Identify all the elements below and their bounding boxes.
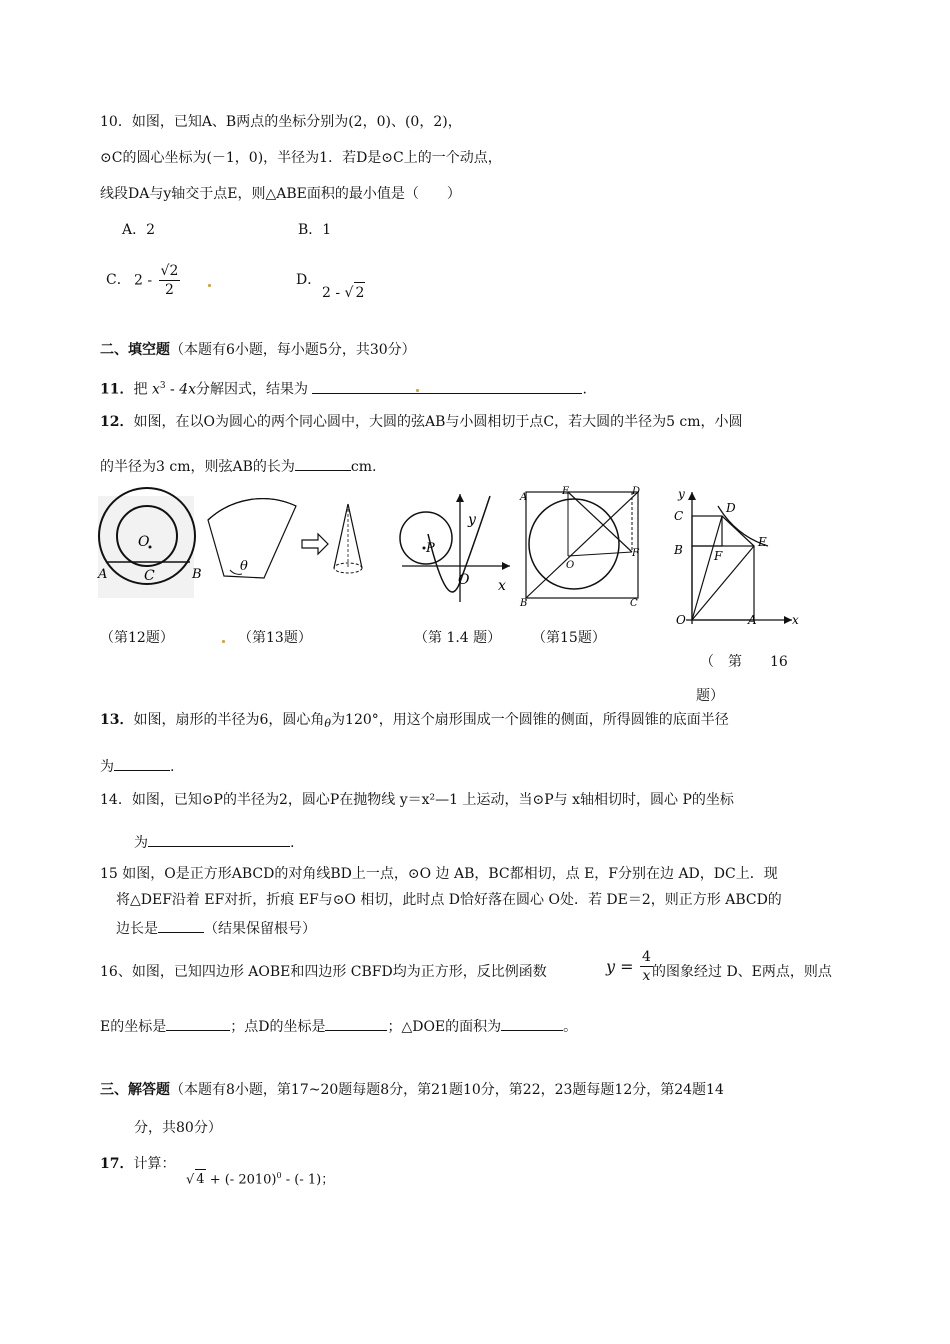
q13-end: . [170,759,175,775]
q15-line2: 将△DEF沿着 EF对折，折痕 EF与⊙O 相切，此时点 D恰好落在圆心 O处．若 DE＝2，则正方形 ABCD的 [116,892,782,908]
q15-answer-blank[interactable] [158,918,204,933]
fig15-fold-line [568,492,632,552]
q16-func-numerator: 4 [641,949,651,965]
fig14-label-x: x [498,578,506,594]
q16-line1-tail: 的图象经过 D、E两点，则点 [652,964,832,980]
fig14-x-arrow [502,562,510,570]
q10-option-d-expr [322,282,365,303]
q10-option-c-lead: 2 - [134,272,153,289]
q13-line1 [100,710,729,734]
q17-end: ； [321,1172,335,1188]
sqrt-symbol: √ [186,1172,195,1188]
fig12-label-o: O [138,534,150,550]
fig14-y-arrow [456,494,464,502]
figure-13 [208,499,362,578]
q11-answer-blank[interactable] [312,379,582,394]
fig16-line-oe [692,546,754,620]
q12-text1: 如图，在以O为圆心的两个同心圆中，大圆的弦AB与小圆相切于点C，若大圆的半径为5 cm，小圆 [133,414,743,430]
q10-line2: ⊙C的圆心坐标为(－1，0)，半径为1．若D是⊙C上的一个动点， [100,150,502,166]
q13-number: 13． [100,712,134,728]
fig13-arrow [302,534,328,554]
q16-answer-area-blank[interactable] [501,1016,563,1031]
q17-label: 计算： [133,1156,176,1172]
q17-expression [186,1166,334,1190]
fig15-circle [529,499,619,589]
section-2-desc: （本题有6小题，每小题5分，共30分） [170,342,416,358]
q13-text2: 为120°，用这个扇形围成一个圆锥的侧面，所得圆锥的底面半径 [331,712,729,728]
q11-expr-rest: - 4x [165,381,197,398]
q16-end: 。 [563,1019,578,1035]
q15-text3: 边长是 [116,921,158,937]
q11-post: 分解因式，结果为 [196,381,309,398]
fig12-label-b: B [192,567,202,582]
fig13-cone-right [348,504,362,568]
fig12-label-c: C [144,568,155,584]
caption-fig14: （第 1.4 题） [414,630,502,646]
q11-number: 11． [100,381,134,398]
fig14-label-o: O [458,572,470,588]
q12-answer-blank[interactable] [295,456,351,471]
q10-line1: 10．如图，已知A、B两点的坐标分别为(2，0)、(0，2)， [100,114,462,130]
fig14-circle [400,512,452,564]
fig16-label-e: E [758,535,767,549]
q16-line1 [100,962,547,982]
q10-option-a: A．2 [122,222,156,238]
q11-expr-x: x [151,381,160,398]
caption-fig12: （第12题） [100,630,174,646]
q10-option-b: B．1 [298,222,332,238]
q10-option-c-expr [134,262,182,299]
fig16-x-arrow [784,616,792,624]
stray-mark [208,284,211,287]
q16-func-fraction [640,948,653,985]
fig13-theta: θ [240,559,248,574]
fig15-label-o: O [566,560,575,571]
q14-line2 [134,832,294,853]
fig16-label-d: D [726,501,736,515]
fig15-diagonal [526,492,638,598]
caption-fig16-line1: （ 第 16 [700,654,788,670]
fig16-label-y: y [678,487,685,501]
section-3-desc: （本题有8小题，第17~20题每题8分，第21题10分，第22，23题每题12分，第24题14 [170,1082,724,1098]
q10-option-d-radicand: 2 [354,282,365,303]
figure-15 [519,486,640,609]
section-3-desc-line2: 分，共80分） [134,1120,222,1136]
q10-line3: 线段DA与y轴交于点E，则△ABE面积的最小值是（ ） [100,186,461,202]
q10-option-c-numerator: √2 [160,263,179,279]
q11 [100,376,587,400]
q16-line2 [100,1016,577,1037]
q13-answer-blank[interactable] [114,756,170,771]
q10-option-c-label: C． [106,272,131,288]
figure-16 [673,487,799,627]
q12-text2: 的半径为3 cm，则弦AB的长为 [100,459,295,475]
q10-option-c-denominator: 2 [165,282,174,298]
fig15-line-of [568,552,632,556]
fig14-label-p: P [426,541,435,556]
fig13-outer-arc [208,499,296,520]
fig16-label-b: B [674,543,683,557]
caption-fig13: （第13题） [238,630,312,646]
q17-expr-tail: - (- 1) [281,1172,322,1188]
section-3-heading [100,1080,724,1100]
q10-option-d-label: D． [296,272,322,288]
q15-note: （结果保留根号） [204,921,316,937]
fig15-label-e: E [562,486,570,497]
q15-line3 [116,918,316,939]
stray-mark [222,640,225,643]
q16-text-d: ；点D的坐标是 [230,1019,326,1035]
q17-number: 17． [100,1156,134,1172]
caption-fig15: （第15题） [532,630,606,646]
q12-unit: cm. [350,459,377,475]
sqrt-symbol: √ [344,285,354,301]
q17-expr-exp: 0 [276,1171,282,1180]
q12-line1 [100,412,743,432]
q11-end: . [582,381,587,398]
q13-text1: 如图，扇形的半径为6，圆心角 [133,712,325,728]
fig15-label-b: B [520,598,528,609]
q13-theta: θ [324,717,332,730]
fig16-line-de [722,516,754,546]
q16-func-denominator: x [642,968,651,984]
q14-line1: 14．如图，已知⊙P的半径为2，圆心P在抛物线 y＝x²—1 上运动，当⊙P与 x轴相切时，圆心 P的坐标 [100,792,734,808]
q14-text2: 为 [134,835,148,851]
q14-answer-blank[interactable] [148,832,290,847]
q11-expr-exp: 3 [159,381,166,391]
q16-answer-e-blank[interactable] [166,1016,230,1031]
figure-12 [97,488,202,598]
fig16-label-a: A [748,613,757,627]
q16-text-area: ；△DOE的面积为 [387,1019,502,1035]
stray-mark [416,389,419,392]
fig15-label-d: D [632,486,641,497]
q14-end: . [290,835,295,851]
q17-line [100,1154,175,1174]
fig15-label-f: F [632,548,639,559]
q16-function [606,948,655,985]
fig14-label-y: y [468,512,476,528]
section-2-title: 二、填空题 [100,342,170,358]
q16-func-y: y = [606,957,634,976]
fig15-label-a: A [520,492,528,503]
section-2-heading [100,340,416,360]
figure-14 [400,494,510,602]
q16-text1: 16、如图，已知四边形 AOBE和四边形 CBFD均为正方形，反比例函数 [100,964,547,980]
q17-radicand: 4 [195,1169,205,1190]
q11-pre: 把 [133,381,148,398]
q12-line2 [100,456,376,477]
caption-fig16-line2: 题） [696,688,724,704]
q10-option-c-fraction [159,262,181,299]
q13-line2 [100,756,174,777]
fig13-cone-left [334,504,348,568]
fig12-label-a: A [98,567,108,582]
q17-expr-mid: + (- 2010) [205,1172,277,1188]
section-3-title: 三、解答题 [100,1082,170,1098]
fig16-line-od [692,516,722,620]
q15-line1: 15 如图，O是正方形ABCD的对角线BD上一点，⊙O 边 AB，BC都相切，点 E，F分别在边 AD，DC上．现 [100,866,778,882]
q10-option-d-lead: 2 - [322,285,341,301]
fig16-label-c: C [674,509,684,523]
fig16-label-f: F [714,549,723,563]
q12-number: 12． [100,414,134,430]
fig16-label-x: x [792,613,799,627]
q16-answer-d-blank[interactable] [325,1016,387,1031]
fig16-label-o: O [676,613,686,627]
fig15-label-c: C [630,598,638,609]
q16-text-e: E的坐标是 [100,1019,167,1035]
fig16-y-arrow [688,492,696,500]
q13-text3: 为 [100,759,114,775]
